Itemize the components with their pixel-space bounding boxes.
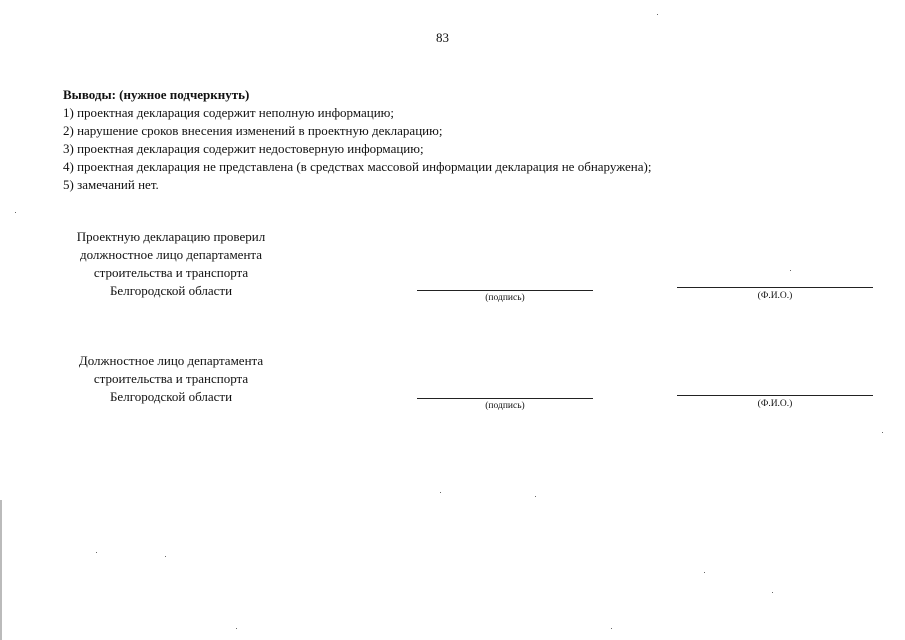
- scan-speck: [657, 14, 658, 15]
- label-line: Проектную декларацию проверил: [76, 229, 266, 244]
- conclusion-item: 1) проектная декларация содержит неполную информацию;: [63, 105, 394, 120]
- signature-line: [417, 290, 593, 291]
- scan-speck: [96, 552, 97, 553]
- conclusion-item: 5) замечаний нет.: [63, 177, 159, 192]
- name-caption: (Ф.И.О.): [757, 399, 793, 409]
- label-line: Белгородской области: [109, 283, 233, 298]
- signature-line: [417, 398, 593, 399]
- scan-speck: [440, 492, 441, 493]
- scan-edge-shadow: [0, 500, 2, 640]
- label-line: Белгородской области: [109, 389, 233, 404]
- inspector-label: [62, 228, 280, 300]
- official-label: [62, 352, 280, 406]
- label-line: строительства и транспорта: [93, 265, 249, 280]
- conclusion-item: 4) проектная декларация не представлена (в средствах массовой информации декларация не обнаружена);: [63, 159, 652, 174]
- signature-caption: (подпись): [485, 401, 525, 411]
- scan-speck: [704, 572, 705, 573]
- conclusion-item: 3) проектная декларация содержит недостоверную информацию;: [63, 141, 424, 156]
- scan-speck: [535, 496, 536, 497]
- name-line: [677, 287, 873, 288]
- conclusion-item: 2) нарушение сроков внесения изменений в проектную декларацию;: [63, 123, 443, 138]
- label-line: строительства и транспорта: [93, 371, 249, 386]
- scan-speck: [236, 628, 237, 629]
- scan-speck: [611, 628, 612, 629]
- label-line: Должностное лицо департамента: [78, 353, 264, 368]
- name-caption: (Ф.И.О.): [757, 291, 793, 301]
- label-line: должностное лицо департамента: [79, 247, 263, 262]
- scan-speck: [772, 592, 773, 593]
- scan-speck: [165, 556, 166, 557]
- signature-caption: (подпись): [485, 293, 525, 303]
- scan-speck: [790, 270, 791, 271]
- scan-speck: [15, 212, 16, 213]
- conclusions-heading: Выводы: (нужное подчеркнуть): [63, 87, 250, 102]
- scan-speck: [882, 432, 883, 433]
- page-number: 83: [436, 30, 449, 45]
- conclusions-section: [63, 86, 651, 194]
- name-line: [677, 395, 873, 396]
